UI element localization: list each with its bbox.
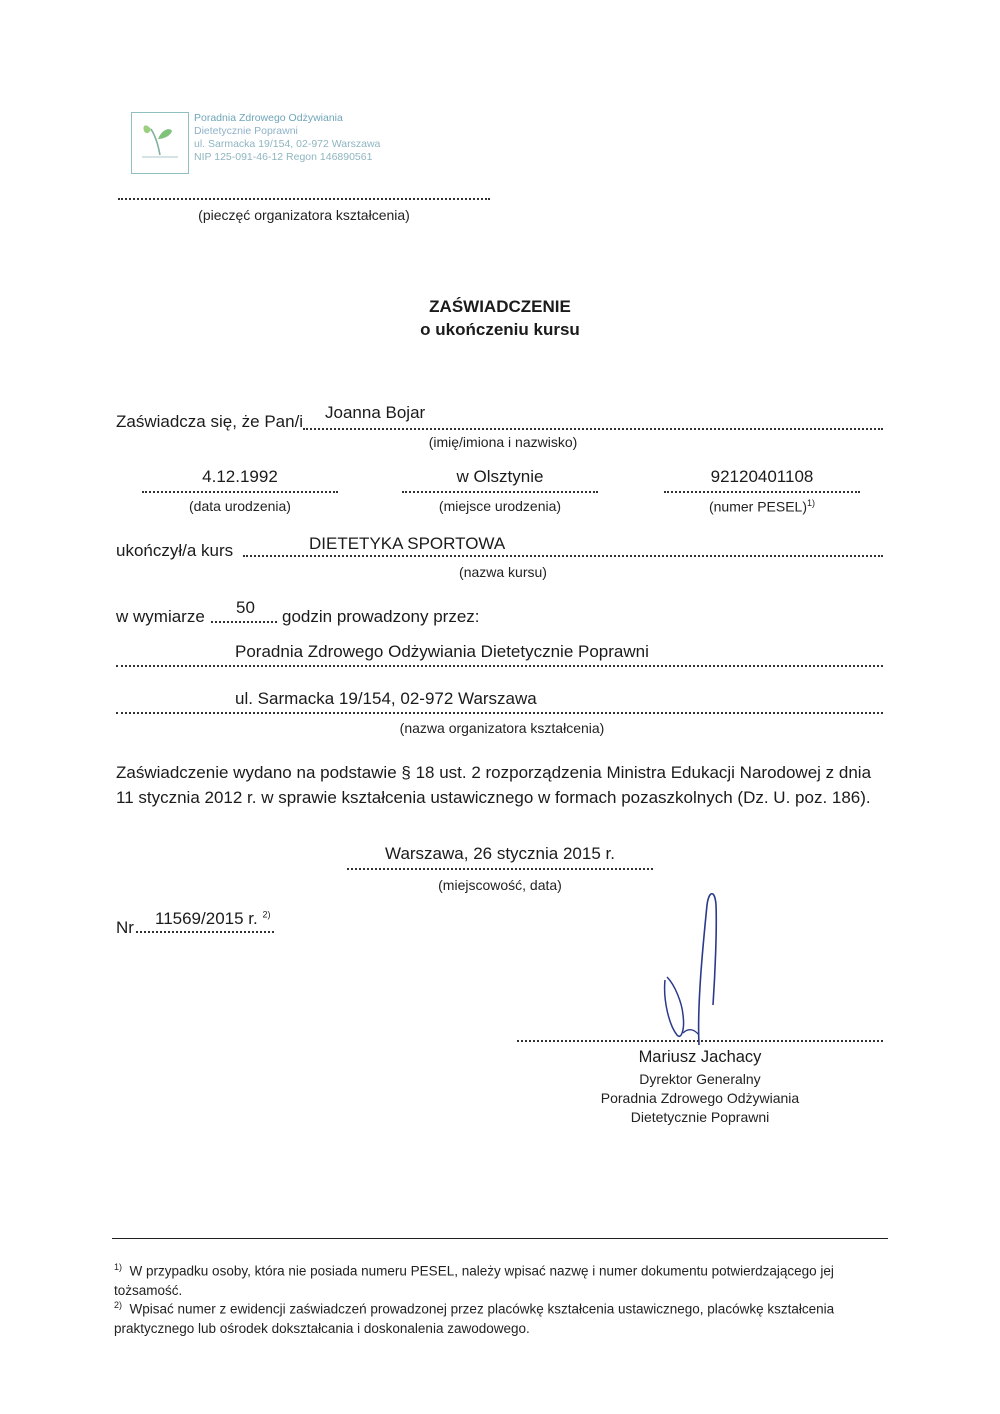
nr-value: 11569/2015 r. $^{2)}$	[155, 909, 271, 928]
birth-date-line	[142, 491, 338, 493]
stamp-name2: Dietetycznie Poprawni	[194, 125, 298, 137]
stamp-ids: NIP 125-091-46-12 Regon 146890561	[194, 151, 373, 163]
leaf-sprout-icon	[131, 112, 189, 174]
signature-line	[517, 1040, 883, 1042]
hours-suffix: godzin prowadzony przez:	[282, 607, 480, 626]
birth-place: w Olsztynie	[456, 467, 544, 486]
birth-place-line	[402, 491, 598, 493]
pesel-value: 92120401108	[710, 467, 814, 486]
footnote-2	[114, 1296, 894, 1338]
certify-label: Zaświadcza się, że Pan/i	[116, 412, 304, 431]
footnote-1-line-1: W przypadku osoby, która nie posiada numeru PESEL, należy wpisać nazwę i numer dokumentu potwierdzającego jej	[129, 1263, 834, 1279]
birth-place-caption: (miejsce urodzenia)	[438, 498, 562, 514]
legal-basis-line-1: Zaświadczenie wydano na podstawie § 18 ust. 2 rozporządzenia Ministra Edukacji Narodowej z dnia	[116, 763, 872, 782]
document-subtitle: o ukończeniu kursu	[420, 320, 580, 339]
signatory-name: Mariusz Jachacy	[638, 1048, 762, 1066]
footnote-separator	[112, 1238, 888, 1239]
legal-basis-line-2: 11 stycznia 2012 r. w sprawie kształcenia ustawicznego w formach pozaszkolnych (Dz. U. poz. 186).	[116, 788, 871, 807]
stamp-caption: (pieczęć organizatora kształcenia)	[198, 207, 410, 223]
pesel-line	[664, 491, 860, 493]
footnote-2-line-1: Wpisać numer z ewidencji zaświadczeń prowadzonej przez placówkę kształcenia ustawicznego, placówkę kształcenia	[129, 1301, 835, 1317]
person-name-caption: (imię/imiona i nazwisko)	[428, 434, 578, 450]
organizer-line-2	[116, 712, 883, 714]
signatory-org-1: Poradnia Zdrowego Odżywiania	[600, 1090, 800, 1106]
course-label: ukończył/a kurs	[116, 541, 234, 560]
person-name: Joanna Bojar	[325, 403, 426, 422]
hours-line	[211, 621, 277, 623]
nr-line	[136, 931, 274, 933]
hours-label: w wymiarze	[116, 607, 205, 626]
signatory-org-2: Dietetycznie Poprawni	[630, 1109, 770, 1125]
hours-value: 50	[236, 598, 255, 617]
course-caption: (nazwa kursu)	[459, 564, 547, 580]
organizer-line-1	[116, 665, 883, 667]
nr-label: Nr	[116, 918, 134, 937]
name-line	[303, 428, 883, 430]
stamp-line	[118, 198, 490, 200]
footnote-1-line-2: tożsamość.	[114, 1282, 183, 1298]
birth-date: 4.12.1992	[202, 467, 278, 486]
footnote-2-mark: 2)	[114, 1300, 123, 1310]
stamp-address: ul. Sarmacka 19/154, 02-972 Warszawa	[194, 138, 381, 150]
organizer-stamp	[131, 112, 421, 182]
document-title: ZAŚWIADCZENIE	[429, 297, 571, 316]
footnote-1-mark: 1)	[114, 1262, 123, 1272]
footnote-2-line-2: praktycznego lub ośrodek dokształcania i doskonalenia zawodowego.	[114, 1320, 530, 1336]
pesel-footnote-mark: 1)	[807, 498, 816, 508]
place-date: Warszawa, 26 stycznia 2015 r.	[385, 844, 615, 863]
birth-date-caption: (data urodzenia)	[189, 498, 291, 514]
place-date-line	[347, 868, 653, 870]
nr-footnote-mark: 2)	[262, 909, 271, 920]
organizer-name: Poradnia Zdrowego Odżywiania Dietetycznie Poprawni	[235, 642, 649, 661]
stamp-name: Poradnia Zdrowego Odżywiania	[194, 112, 343, 124]
pesel-caption: (numer PESEL)$^{1)}$	[708, 498, 816, 515]
course-name: DIETETYKA SPORTOWA	[309, 534, 506, 553]
place-date-caption: (miejscowość, data)	[438, 877, 562, 893]
handwritten-signature	[655, 885, 735, 1065]
organizer-address: ul. Sarmacka 19/154, 02-972 Warszawa	[235, 689, 537, 708]
organizer-caption: (nazwa organizatora kształcenia)	[399, 720, 605, 736]
course-line	[243, 555, 883, 557]
signatory-role: Dyrektor Generalny	[639, 1071, 761, 1087]
footnote-1	[114, 1258, 894, 1300]
